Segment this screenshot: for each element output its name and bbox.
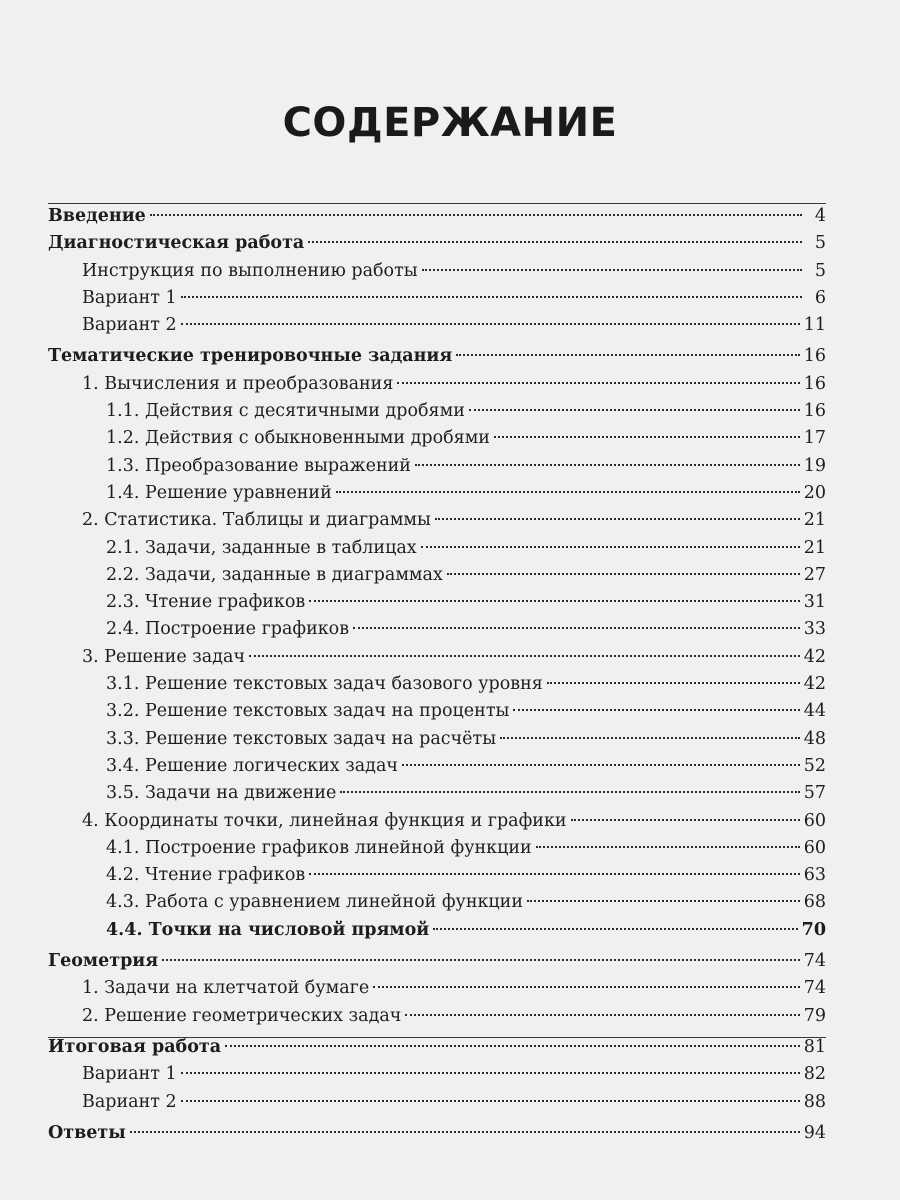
toc-entry-page: 5: [814, 260, 826, 281]
toc-entry: [48, 671, 826, 698]
toc-entry: [48, 808, 826, 835]
toc-entry: [48, 835, 826, 862]
dot-leader: [309, 873, 799, 875]
toc-entry: [48, 780, 826, 807]
toc-entry-title: 4.4. Точки на числовой прямой: [106, 919, 430, 940]
toc-entry-page: 21: [803, 537, 826, 558]
dot-leader: [422, 269, 802, 271]
dot-leader: [513, 709, 799, 711]
dot-leader: [181, 1072, 800, 1074]
dot-leader: [421, 546, 800, 548]
toc-entry-title: Диагностическая работа: [48, 233, 305, 254]
toc-entry-page: 48: [803, 728, 826, 749]
toc-entry: [48, 453, 826, 480]
toc-entry-page: 94: [803, 1122, 826, 1143]
toc-entry: [48, 230, 826, 257]
toc-entry-page: 5: [814, 233, 826, 254]
toc-entry-page: 74: [803, 978, 826, 999]
toc-entry-page: 33: [803, 619, 826, 640]
dot-leader: [494, 436, 800, 438]
toc-entry-page: 6: [814, 287, 826, 308]
toc-entry-title: Геометрия: [48, 951, 159, 972]
toc-entry-title: Ответы: [48, 1122, 126, 1143]
toc-entry: [48, 1061, 826, 1088]
dot-leader: [500, 737, 800, 739]
toc-entry-title: Вариант 2: [82, 315, 177, 336]
dot-leader: [527, 900, 800, 902]
toc-entry-title: 1.4. Решение уравнений: [106, 482, 332, 503]
toc-entry-title: 2. Решение геометрических задач: [82, 1005, 402, 1026]
toc-entry-title: 2.4. Построение графиков: [106, 619, 350, 640]
toc-entry: [48, 425, 826, 452]
toc-entry: [48, 948, 826, 975]
toc-entry: [48, 1034, 826, 1061]
toc-entry: [48, 644, 826, 671]
toc-entry-title: 3.1. Решение текстовых задач базового уровня: [106, 674, 543, 695]
toc-entry-page: 81: [803, 1036, 826, 1057]
toc-entry-title: Вариант 2: [82, 1091, 177, 1112]
dot-leader: [308, 241, 802, 243]
toc-entry-title: 4.1. Построение графиков линейной функции: [106, 837, 532, 858]
toc-entry-title: 1. Вычисления и преобразования: [82, 373, 394, 394]
toc-entry-title: 3.5. Задачи на движение: [106, 783, 337, 804]
toc-entry: [48, 616, 826, 643]
toc-entry-title: 1. Задачи на клетчатой бумаге: [82, 978, 370, 999]
toc-entry-title: 1.3. Преобразование выражений: [106, 455, 411, 476]
dot-leader: [536, 846, 800, 848]
toc-entry-title: 1.1. Действия с десятичными дробями: [106, 401, 465, 422]
toc-entry-page: 16: [803, 401, 826, 422]
dot-leader: [181, 296, 802, 298]
toc-entry-page: 70: [801, 919, 826, 940]
toc-entry: [48, 480, 826, 507]
dot-leader: [181, 323, 800, 325]
toc-entry-title: 3.4. Решение логических задач: [106, 755, 398, 776]
toc-entry-title: 2.2. Задачи, заданные в диаграммах: [106, 564, 443, 585]
toc-entry-page: 16: [803, 373, 826, 394]
toc-entry-title: Тематические тренировочные задания: [48, 346, 453, 367]
toc-entry: [48, 507, 826, 534]
toc-entry-title: 3.2. Решение текстовых задач на проценты: [106, 701, 510, 722]
dot-leader: [433, 928, 797, 930]
toc-entry: [48, 535, 826, 562]
toc-entry-page: 21: [803, 510, 826, 531]
dot-leader: [340, 791, 799, 793]
toc-entry-page: 63: [803, 865, 826, 886]
toc-entry: [48, 1120, 826, 1147]
toc-entry-page: 68: [803, 892, 826, 913]
dot-leader: [456, 354, 799, 356]
toc-entry-page: 16: [803, 346, 826, 367]
dot-leader: [571, 819, 800, 821]
toc-entry: [48, 753, 826, 780]
toc-entry: [48, 203, 826, 230]
toc-entry: [48, 589, 826, 616]
toc-entry-page: 88: [803, 1091, 826, 1112]
table-of-contents: [48, 203, 826, 1147]
toc-entry: [48, 343, 826, 370]
toc-entry: [48, 312, 826, 339]
page-title: СОДЕРЖАНИЕ: [282, 100, 618, 146]
toc-entry: [48, 889, 826, 916]
toc-entry-page: 79: [803, 1005, 826, 1026]
toc-entry: [48, 726, 826, 753]
toc-entry-title: 3.3. Решение текстовых задач на расчёты: [106, 728, 497, 749]
toc-entry: [48, 1089, 826, 1116]
toc-entry-title: Вариант 1: [82, 1064, 177, 1085]
dot-leader: [130, 1131, 800, 1133]
dot-leader: [373, 986, 800, 988]
toc-entry: [48, 975, 826, 1002]
dot-leader: [181, 1100, 800, 1102]
dot-leader: [353, 627, 800, 629]
toc-entry: [48, 285, 826, 312]
toc-entry: [48, 562, 826, 589]
toc-entry-page: 11: [803, 315, 826, 336]
dot-leader: [435, 518, 800, 520]
dot-leader: [397, 382, 799, 384]
toc-entry-title: Итоговая работа: [48, 1036, 222, 1057]
toc-entry-page: 42: [803, 674, 826, 695]
toc-entry-page: 82: [803, 1064, 826, 1085]
toc-entry-page: 20: [803, 482, 826, 503]
toc-entry-title: 3. Решение задач: [82, 646, 246, 667]
toc-entry-page: 19: [803, 455, 826, 476]
toc-entry-page: 4: [814, 206, 826, 226]
toc-entry: [48, 1003, 826, 1030]
toc-entry-page: 42: [803, 646, 826, 667]
toc-entry: [48, 862, 826, 889]
toc-entry-title: 2.1. Задачи, заданные в таблицах: [106, 537, 417, 558]
toc-entry: [48, 398, 826, 425]
toc-entry-page: 52: [803, 755, 826, 776]
toc-entry-title: Вариант 1: [82, 287, 177, 308]
toc-entry: [48, 917, 826, 944]
toc-entry-title: 4.2. Чтение графиков: [106, 865, 306, 886]
toc-entry-page: 27: [803, 564, 826, 585]
dot-leader: [415, 464, 800, 466]
dot-leader: [336, 491, 800, 493]
toc-entry-title: 4. Координаты точки, линейная функция и графики: [82, 810, 567, 831]
toc-entry-page: 17: [803, 428, 826, 449]
toc-entry-title: 4.3. Работа с уравнением линейной функции: [106, 892, 524, 913]
toc-entry-page: 60: [803, 810, 826, 831]
toc-entry-page: 74: [803, 951, 826, 972]
toc-entry-title: 1.2. Действия с обыкновенными дробями: [106, 428, 490, 449]
toc-entry: [48, 698, 826, 725]
dot-leader: [309, 600, 799, 602]
dot-leader: [405, 1014, 799, 1016]
dot-leader: [162, 959, 800, 961]
toc-entry-title: 2. Статистика. Таблицы и диаграммы: [82, 510, 431, 531]
dot-leader: [547, 682, 800, 684]
toc-entry-page: 31: [803, 592, 826, 613]
dot-leader: [150, 214, 802, 216]
dot-leader: [402, 764, 800, 766]
toc-entry-title: 2.3. Чтение графиков: [106, 592, 306, 613]
toc-entry-title: Инструкция по выполнению работы: [82, 260, 418, 281]
toc-entry: [48, 258, 826, 285]
toc-entry-page: 57: [803, 783, 826, 804]
toc-entry-page: 44: [803, 701, 826, 722]
toc-entry: [48, 371, 826, 398]
toc-entry-title: Введение: [48, 206, 146, 226]
dot-leader: [469, 409, 800, 411]
dot-leader: [447, 573, 800, 575]
toc-entry-page: 60: [803, 837, 826, 858]
dot-leader: [225, 1045, 800, 1047]
dot-leader: [249, 655, 800, 657]
